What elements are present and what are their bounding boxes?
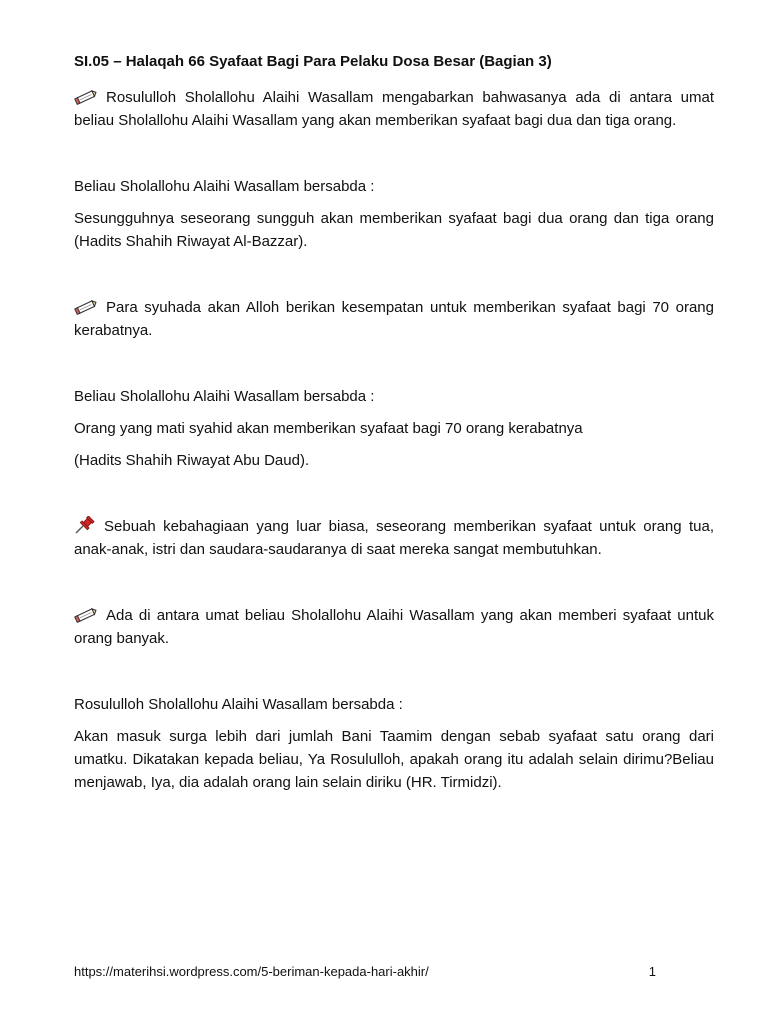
footer-url[interactable]: https://materihsi.wordpress.com/5-beriman-kepada-hari-akhir/ bbox=[74, 964, 429, 979]
paragraph-1-text: Rosululloh Sholallohu Alaihi Wasallam mengabarkan bahwasanya ada di antara umat beliau Sholallohu Alaihi Wasallam yang akan memberikan syafaat bagi dua dan tiga orang. bbox=[74, 89, 714, 129]
paragraph-1 bbox=[74, 86, 714, 132]
paragraph-2-text: Beliau Sholallohu Alaihi Wasallam bersabda : bbox=[74, 178, 375, 195]
paragraph-8 bbox=[74, 515, 714, 561]
paragraph-9 bbox=[74, 604, 714, 650]
paragraph-7-text: (Hadits Shahih Riwayat Abu Daud). bbox=[74, 452, 310, 469]
paragraph-2 bbox=[74, 175, 714, 198]
paragraph-11 bbox=[74, 725, 714, 794]
paragraph-9-text: Ada di antara umat beliau Sholallohu Alaihi Wasallam yang akan memberi syafaat untuk orang banyak. bbox=[74, 607, 714, 647]
pencil-icon bbox=[74, 607, 98, 623]
paragraph-10 bbox=[74, 693, 714, 716]
pushpin-icon bbox=[74, 516, 96, 534]
paragraph-6-text: Orang yang mati syahid akan memberikan syafaat bagi 70 orang kerabatnya bbox=[74, 420, 583, 437]
pencil-icon bbox=[74, 299, 98, 315]
page-number: 1 bbox=[648, 964, 656, 979]
pencil-icon bbox=[74, 89, 98, 105]
document-title: SI.05 – Halaqah 66 Syafaat Bagi Para Pelaku Dosa Besar (Bagian 3) bbox=[74, 53, 552, 70]
document-page bbox=[74, 52, 714, 794]
paragraph-11-text: Akan masuk surga lebih dari jumlah Bani Taamim dengan sebab syafaat satu orang dari umatku. Dikatakan kepada beliau, Ya Rosululloh, apakah orang itu adalah selain dirimu?Beliau menjawab, Iya, dia adalah orang lain selain diriku (HR. Tirmidzi). bbox=[74, 728, 714, 791]
paragraph-8-text: Sebuah kebahagiaan yang luar biasa, seseorang memberikan syafaat untuk orang tua, anak-anak, istri dan saudara-saudaranya di saat mereka sangat membutuhkan. bbox=[74, 518, 714, 558]
paragraph-5-text: Beliau Sholallohu Alaihi Wasallam bersabda : bbox=[74, 388, 375, 405]
paragraph-10-text: Rosululloh Sholallohu Alaihi Wasallam bersabda : bbox=[74, 696, 403, 713]
paragraph-3 bbox=[74, 207, 714, 253]
paragraph-4 bbox=[74, 296, 714, 342]
paragraph-5 bbox=[74, 385, 714, 408]
paragraph-3-text: Sesungguhnya seseorang sungguh akan memberikan syafaat bagi dua orang dan tiga orang (Hadits Shahih Riwayat Al-Bazzar). bbox=[74, 210, 714, 250]
paragraph-7 bbox=[74, 449, 714, 472]
paragraph-6 bbox=[74, 417, 714, 440]
paragraph-4-text: Para syuhada akan Alloh berikan kesempatan untuk memberikan syafaat bagi 70 orang kerabatnya. bbox=[74, 299, 714, 339]
